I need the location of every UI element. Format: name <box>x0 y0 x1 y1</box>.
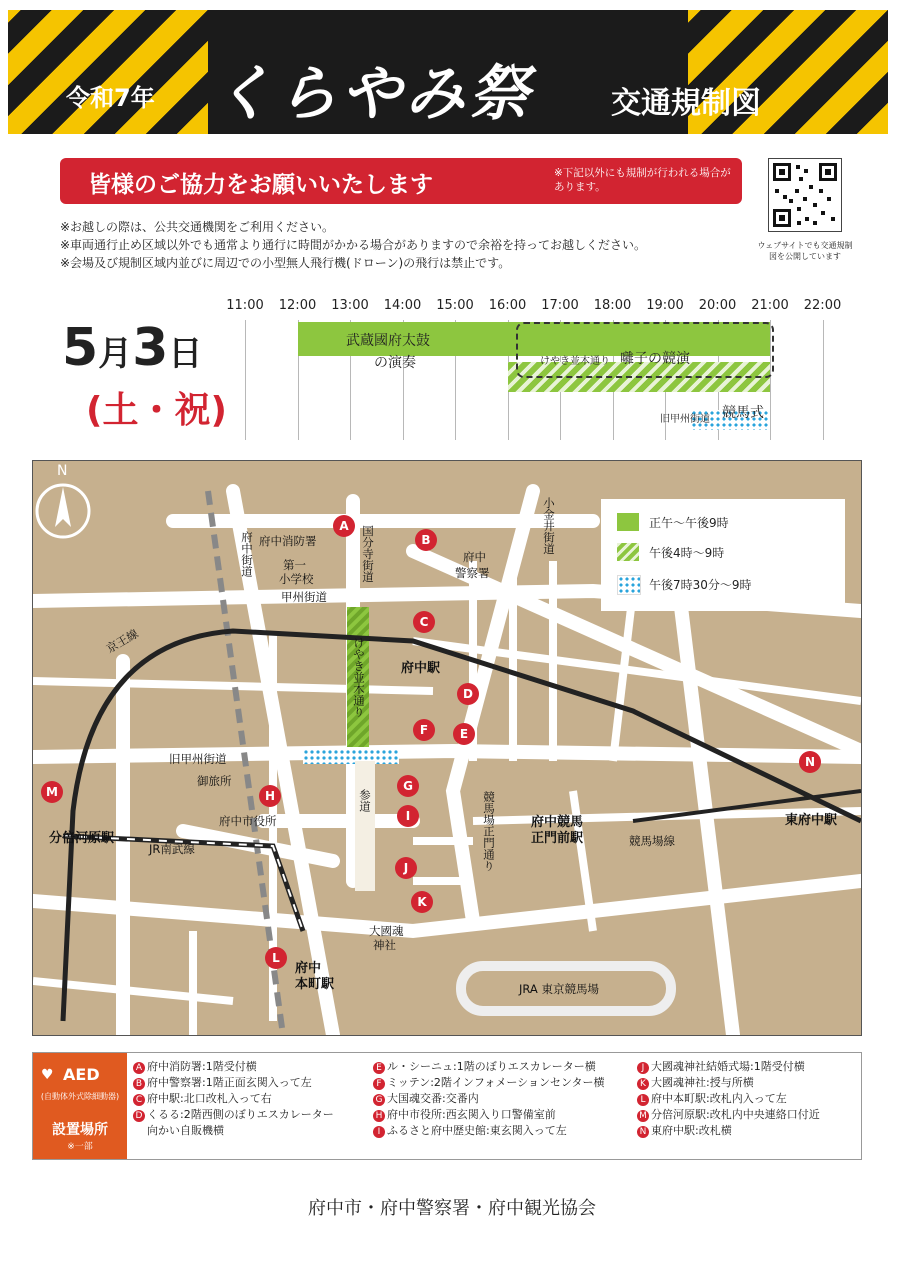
aed-marker-c[interactable]: C <box>413 611 435 633</box>
aed-title: AED <box>63 1065 100 1084</box>
legend-swatch <box>617 575 641 595</box>
label-koshu-kaido: 甲州街道 <box>281 590 327 604</box>
note-line: ※会場及び規制区域内並びに周辺での小型無人飛行機(ドローン)の飛行は禁止です。 <box>60 256 511 270</box>
aed-item: J 大國魂神社結婚式場:1階受付横 <box>637 1059 820 1075</box>
label-koganei-kaido: 小金井街道 <box>542 497 556 555</box>
legend-swatch <box>617 513 639 531</box>
aed-item: M 分倍河原駅:改札内中央連絡口付近 <box>637 1107 820 1123</box>
event-date <box>62 318 202 378</box>
cooperation-banner <box>60 158 742 204</box>
timeline-hour-label: 12:00 <box>278 298 317 313</box>
date-month: 5 <box>62 318 99 378</box>
event-weekday: (土・祝) <box>86 390 227 431</box>
aed-item: A 府中消防署:1階受付横 <box>133 1059 334 1075</box>
aed-column-1 <box>133 1059 334 1139</box>
aed-item: L 府中本町駅:改札内入って左 <box>637 1091 820 1107</box>
aed-marker-h[interactable]: H <box>259 785 281 807</box>
label-jra: JRA 東京競馬場 <box>519 982 599 996</box>
label-police: 府中 <box>463 550 486 564</box>
organizers-footer: 府中市・府中警察署・府中観光協会 <box>308 1198 596 1219</box>
aed-marker-j[interactable]: J <box>395 857 417 879</box>
aed-marker-i[interactable]: I <box>397 805 419 827</box>
south-road <box>33 881 861 931</box>
aed-item: B 府中警察署:1階正面玄関入って左 <box>133 1075 334 1091</box>
date-month-char: 月 <box>98 334 133 374</box>
festival-title: くらやみ祭 <box>213 59 533 129</box>
timeline-gridline <box>245 320 246 440</box>
date-day: 3 <box>132 318 169 378</box>
timeline-gridline <box>823 320 824 440</box>
aed-marker-l[interactable]: L <box>265 947 287 969</box>
label-keyaki: けやき並木通り <box>352 637 366 718</box>
date-day-char: 日 <box>168 334 203 374</box>
aed-marker-d[interactable]: D <box>457 683 479 705</box>
header-year: 令和7年 <box>66 84 155 112</box>
aed-partial-note: ※一部 <box>67 1142 93 1152</box>
station-fuchu: 府中駅 <box>401 661 441 676</box>
label-goryosho: 御旅所 <box>197 774 232 788</box>
qr-code-image <box>769 159 841 231</box>
aed-marker-g[interactable]: G <box>397 775 419 797</box>
timeline-hour-label: 11:00 <box>226 298 264 313</box>
label-okunitama: 大國魂 <box>369 924 404 938</box>
event-label: 武蔵國府太鼓 <box>346 333 430 349</box>
aed-item: C 府中駅:北口改札入って右 <box>133 1091 334 1107</box>
north-arrow-icon <box>33 461 93 541</box>
timeline-hour-label: 16:00 <box>488 298 527 313</box>
aed-marker-b[interactable]: B <box>415 529 437 551</box>
hayashi-event-outline <box>516 322 774 378</box>
timeline-hour-label: 18:00 <box>593 298 632 313</box>
aed-item: D くるる:2階西側のぼりエスカレーター <box>133 1107 334 1123</box>
label-keibajo-seimon-dori: 競馬場正門通り <box>482 791 496 872</box>
timeline-hour-label: 19:00 <box>646 298 684 313</box>
event-label-2: 囃子の競演 <box>620 351 690 367</box>
label-kokubunji-kaido: 国分寺街道 <box>361 525 375 583</box>
station-honmachi-2: 本町駅 <box>295 977 335 992</box>
qr-caption: ウェブサイトでも交通規制図を公開しています <box>757 241 853 261</box>
aed-marker-k[interactable]: K <box>411 891 433 913</box>
hazard-stripes-left <box>8 10 208 134</box>
station-higashi-fuchu: 東府中駅 <box>785 813 838 828</box>
heart-icon: ♥ <box>41 1067 54 1083</box>
label-fire-station: 府中消防署 <box>259 534 317 548</box>
station-keibaseimon-2: 正門前駅 <box>531 831 584 846</box>
aed-marker-n[interactable]: N <box>799 751 821 773</box>
aed-locations <box>32 1052 862 1160</box>
aed-item-continued: 向かい自販機横 <box>147 1124 224 1137</box>
aed-column-2 <box>373 1059 605 1139</box>
station-bubaigawara: 分倍河原駅 <box>49 831 115 846</box>
aed-marker-m[interactable]: M <box>41 781 63 803</box>
timeline-hour-label: 14:00 <box>383 298 422 313</box>
station-honmachi: 府中 <box>295 961 322 976</box>
aed-item: K 大國魂神社:授与所横 <box>637 1075 820 1091</box>
event-label: けやき並木通り <box>540 356 610 367</box>
aed-marker-e[interactable]: E <box>453 723 475 745</box>
aed-item: G 大国魂交番:交番内 <box>373 1091 605 1107</box>
note-line: ※お越しの際は、公共交通機関をご利用ください。 <box>60 220 335 234</box>
aed-column-3 <box>637 1059 820 1139</box>
kyu-koshu-kaido-road <box>33 751 861 757</box>
sando-approach <box>355 761 375 891</box>
regulation-side-note: ※下記以外にも規制が行われる場合があります。 <box>554 167 731 193</box>
legend-swatch <box>617 543 639 561</box>
aed-title-box <box>33 1053 127 1159</box>
label-keibajo-line: 競馬場線 <box>629 834 675 848</box>
event-label: 旧甲州街道 <box>660 414 710 425</box>
aed-item: F ミッテン:2階インフォメーションセンター横 <box>373 1075 605 1091</box>
label-keio-line: 京王線 <box>103 626 141 656</box>
event-label-2: の演奏 <box>374 355 416 371</box>
timeline-hour-label: 21:00 <box>751 298 789 313</box>
label-city-hall: 府中市役所 <box>219 814 277 828</box>
aed-item: I ふるさと府中歴史館:東玄関入って左 <box>373 1123 605 1139</box>
label-school: 第一 <box>283 558 306 572</box>
event-label-2: 競馬式 <box>722 405 764 421</box>
qr-code[interactable] <box>768 158 842 232</box>
label-okunitama-2: 神社 <box>373 938 396 952</box>
label-fuchu-kaido: 府中街道 <box>240 531 254 577</box>
label-sando: 参道 <box>358 789 372 812</box>
timeline-hour-label: 22:00 <box>803 298 842 313</box>
notes <box>60 218 646 272</box>
header-subtitle: 交通規制図 <box>611 86 761 121</box>
timeline-hour-label: 17:00 <box>541 298 579 313</box>
label-jr-nambu: JR南武線 <box>149 842 195 856</box>
aed-item: H 府中市役所:西玄関入り口警備室前 <box>373 1107 605 1123</box>
cooperation-message: 皆様のご協力をお願いいたします <box>88 172 433 198</box>
aed-marker-a[interactable]: A <box>333 515 355 537</box>
timeline-hour-label: 20:00 <box>698 298 737 313</box>
aed-marker-f[interactable]: F <box>413 719 435 741</box>
timeline-hour-label: 15:00 <box>436 298 474 313</box>
east-road <box>673 541 733 1035</box>
aed-subtitle: (自動体外式除細動器) <box>40 1092 120 1101</box>
kyu-koshu-regulated-road <box>303 750 399 764</box>
note-line: ※車両通行止め区域以外でも通常より通行に時間がかかる場合がありますので余裕を持ってお越しください。 <box>60 238 647 252</box>
label-police-2: 警察署 <box>455 566 490 580</box>
aed-item: E ル・シーニュ:1階のぼりエスカレーター横 <box>373 1059 605 1075</box>
station-keibaseimon: 府中競馬 <box>531 815 584 830</box>
svg-text:N: N <box>57 463 68 479</box>
label-school-2: 小学校 <box>279 572 314 586</box>
header-banner <box>8 10 888 134</box>
aed-place-label: 設置場所 <box>52 1122 108 1138</box>
timeline-hour-label: 13:00 <box>331 298 369 313</box>
traffic-map <box>32 460 862 1036</box>
map-legend: 正午〜午後9時 午後4時〜9時 午後7時30分〜9時 <box>601 499 845 611</box>
aed-item: N 東府中駅:改札横 <box>637 1123 820 1139</box>
label-kyu-koshu: 旧甲州街道 <box>169 752 227 766</box>
